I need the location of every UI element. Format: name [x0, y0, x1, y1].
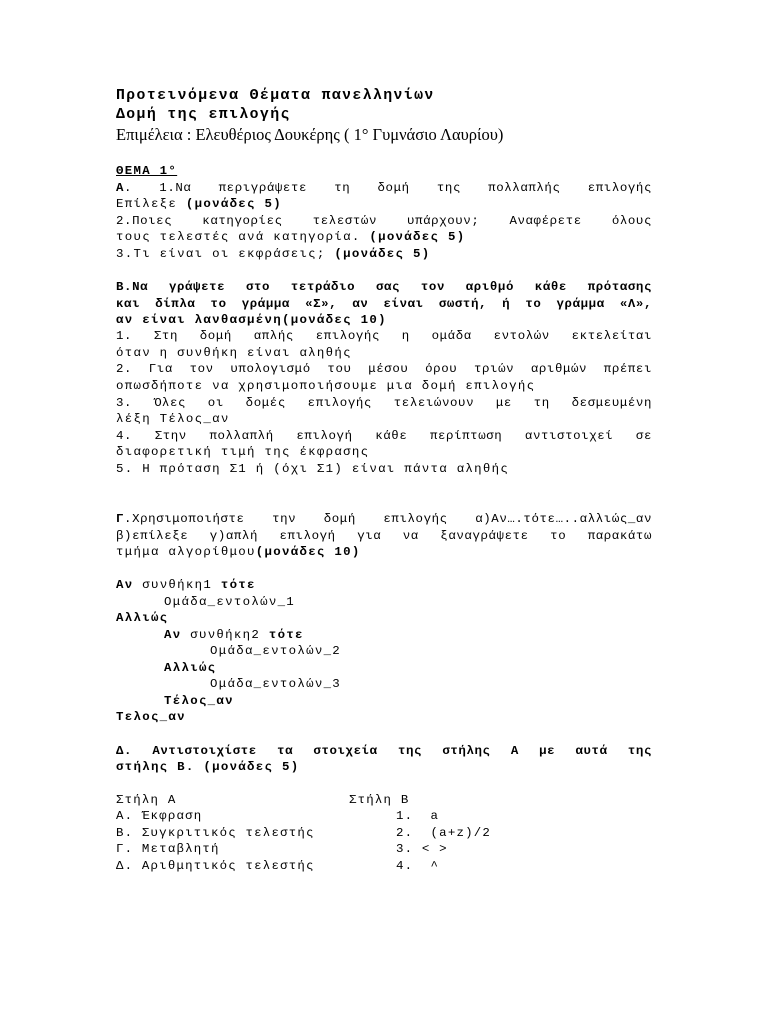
condition-1: συνθήκη1	[133, 578, 221, 592]
section-d-heading-2-text: στήλης Β.	[116, 760, 204, 774]
column-b-item: 2. (a+z)/2	[396, 826, 491, 840]
column-a-header: Στήλη Α	[116, 793, 177, 807]
q1-cont-text: Επίλεξε	[116, 197, 186, 211]
statement-line: 4. Στην πολλαπλή επιλογή κάθε περίπτωση αντιστοιχεί σε	[116, 429, 652, 443]
kw-then: τότε	[268, 628, 304, 642]
q2-points: (μονάδες 5)	[369, 230, 466, 244]
section-b-heading-3	[116, 312, 387, 329]
column-a-item: Γ. Μεταβλητή	[116, 842, 220, 856]
statement-line: 1. Στη δομή απλής επιλογής η ομάδα εντολών εκτελείται	[116, 329, 652, 343]
section-d-heading-1: Δ. Αντιστοιχίστε τα στοιχεία της στήλης Α με αυτά της	[116, 744, 652, 758]
section-a-q3	[116, 246, 430, 263]
section-a-q1	[116, 180, 652, 197]
statement-line: οπωσδήποτε να χρησιμοποιήσουμε μια δομή επιλογής	[116, 379, 536, 393]
section-c-line-2: β)επίλεξε γ)απλή επιλογή για να ξαναγράψετε το παρακάτω	[116, 529, 652, 543]
algo-end-outer: Τελος_αν	[116, 710, 186, 724]
statement-line: 3. Όλες οι δομές επιλογής τελειώνουν με τη δεσμευμένη	[116, 396, 652, 410]
statement-line: 5. Η πρόταση Σ1 ή (όχι Σ1) είναι πάντα αληθής	[116, 462, 510, 476]
column-a-item: Α. Έκφραση	[116, 809, 203, 823]
column-a-item: Β. Συγκριτικός τελεστής	[116, 826, 315, 840]
algo-group-1: Ομάδα_εντολών_1	[164, 595, 296, 609]
kw-if: Αν	[116, 578, 134, 592]
column-b-header: Στήλη Β	[349, 793, 410, 807]
column-b-item: 4. ^	[396, 859, 440, 873]
theme-label: ΘΕΜΑ 1°	[116, 164, 178, 178]
section-a-label: Α	[116, 181, 125, 195]
condition-2: συνθήκη2	[181, 628, 269, 642]
section-c-line-1	[116, 511, 652, 528]
statement-line: λέξη Τέλος_αν	[116, 412, 230, 426]
section-a-q1-text: . 1.Να περιγράψετε τη δομή της πολλαπλής επιλογής	[124, 181, 652, 195]
section-b-heading-1: Β.Να γράψετε στο τετράδιο σας τον αριθμό κάθε πρότασης	[116, 280, 652, 294]
algo-end-inner: Τέλος_αν	[164, 694, 234, 708]
section-c-line1-text: .Χρησιμοποιήστε την δομή επιλογής α)Αν….τότε…..αλλιώς_αν	[124, 512, 652, 526]
q2-cont-text: τους τελεστές ανά κατηγορία.	[116, 230, 370, 244]
heading-3-text: αν είναι λανθασμένη	[116, 313, 282, 327]
section-c-line-3	[116, 544, 361, 561]
author-line: Επιμέλεια : Ελευθέριος Δουκέρης ( 1° Γυμνάσιο Λαυρίου)	[116, 125, 504, 144]
q1-points: (μονάδες 5)	[185, 197, 282, 211]
doc-title: Προτεινόμενα Θέματα πανελληνίων	[116, 88, 435, 104]
section-c-points: (μονάδες 10)	[255, 545, 361, 559]
algo-group-2: Ομάδα_εντολών_2	[210, 644, 342, 658]
column-b-item: 3. < >	[396, 842, 448, 856]
section-c-label: Γ	[116, 512, 125, 526]
algo-if-1	[116, 577, 256, 594]
doc-subtitle: Δομή της επιλογής	[116, 107, 291, 123]
section-d-points: (μονάδες 5)	[203, 760, 300, 774]
column-a-item: Δ. Αριθμητικός τελεστής	[116, 859, 315, 873]
algo-if-2	[164, 627, 304, 644]
kw-if: Αν	[164, 628, 182, 642]
section-c-line3-text: τμήμα αλγορίθμου	[116, 545, 256, 559]
section-b-points: (μονάδες 10)	[281, 313, 387, 327]
section-d-heading-2	[116, 759, 299, 776]
section-b-heading-2: και δίπλα το γράμμα «Σ», αν είναι σωστή, ή το γράμμα «Λ»,	[116, 297, 652, 311]
algo-group-3: Ομάδα_εντολών_3	[210, 677, 342, 691]
statement-line: 2. Για τον υπολογισμό του μέσου όρου τριών αριθμών πρέπει	[116, 362, 652, 376]
statement-line: όταν η συνθήκη είναι αληθής	[116, 346, 352, 360]
column-b-item: 1. a	[396, 809, 440, 823]
algo-else-1: Αλλιώς	[116, 611, 169, 625]
algo-else-2: Αλλιώς	[164, 661, 217, 675]
section-a-q2-cont	[116, 229, 465, 246]
statement-line: διαφορετική τιμή της έκφρασης	[116, 445, 370, 459]
q3-text: 3.Τι είναι οι εκφράσεις;	[116, 247, 335, 261]
kw-then: τότε	[220, 578, 256, 592]
section-a-q1-cont	[116, 196, 282, 213]
section-a-q2: 2.Ποιες κατηγορίες τελεστών υπάρχουν; Αναφέρετε όλους	[116, 214, 652, 228]
q3-points: (μονάδες 5)	[334, 247, 431, 261]
